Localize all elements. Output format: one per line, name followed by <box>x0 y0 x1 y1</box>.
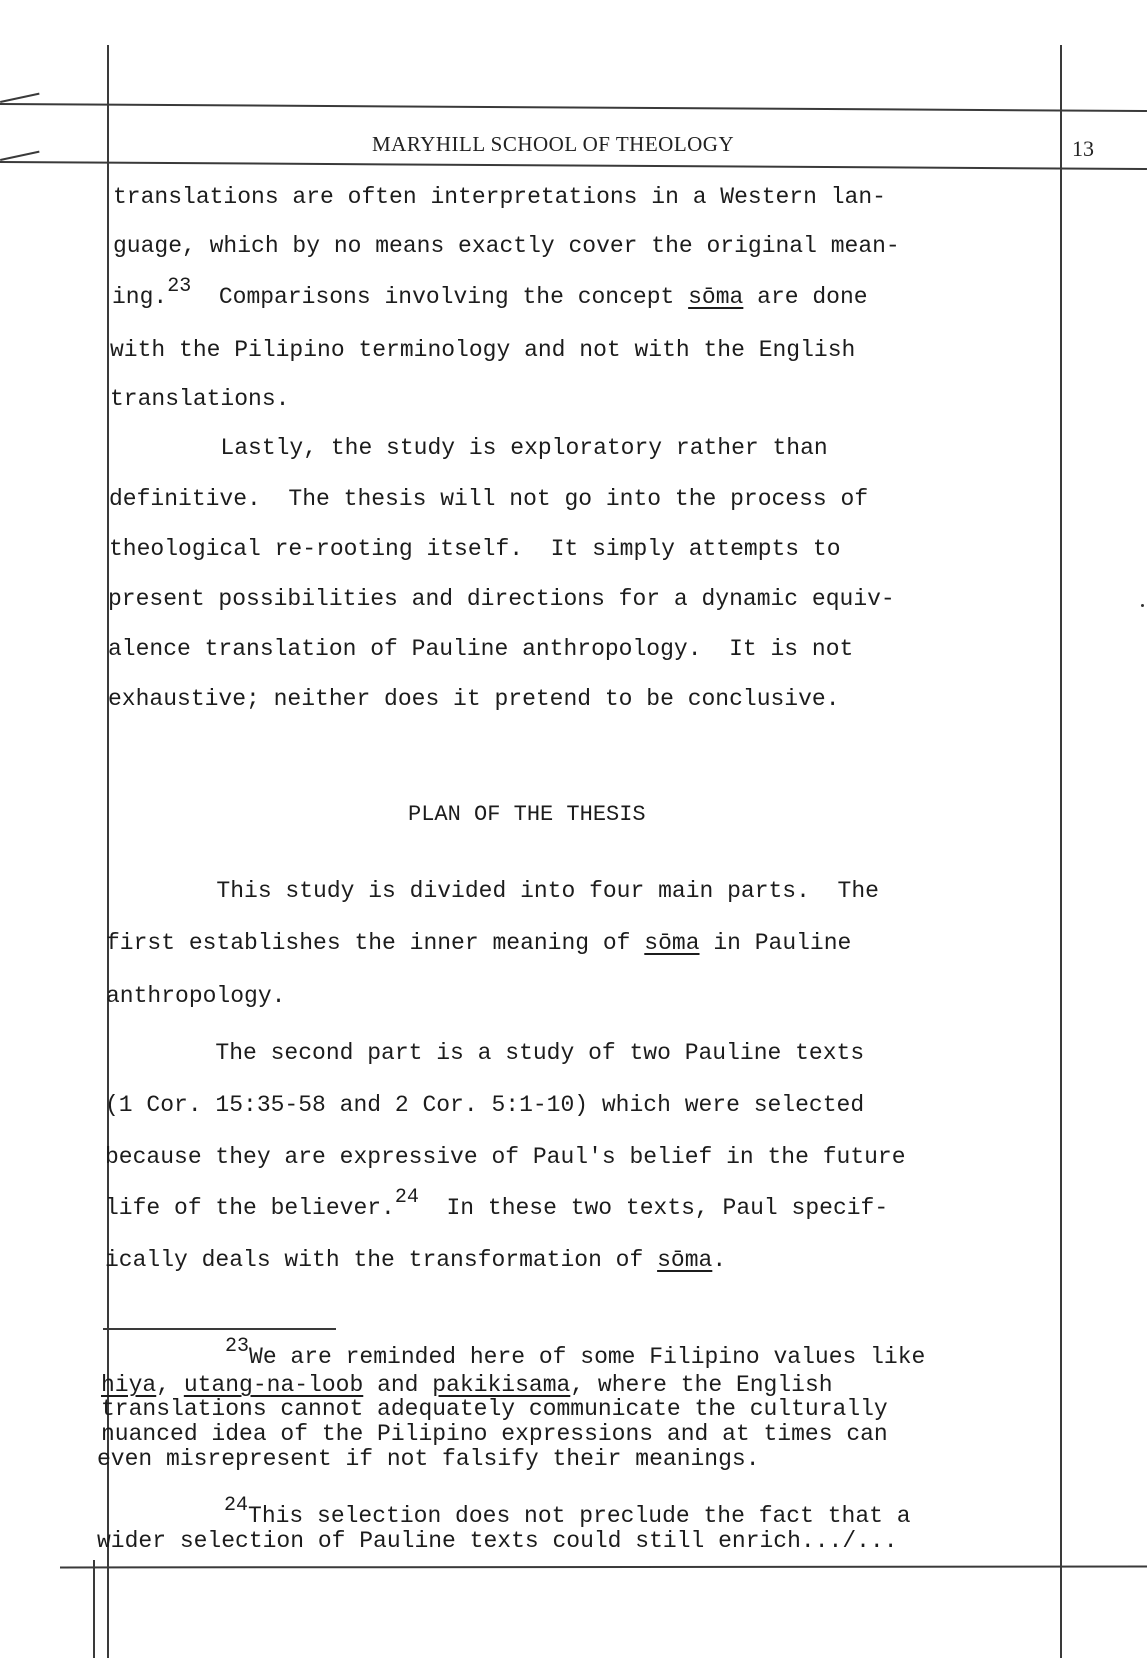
text-line: anthropology. <box>106 983 286 1009</box>
term-utang-na-loob: utang-na-loob <box>183 1372 364 1398</box>
page-header-title: MARYHILL SCHOOL OF THEOLOGY <box>372 132 735 156</box>
text-line: translations. <box>110 386 290 412</box>
term-pakikisama: pakikisama <box>432 1372 571 1398</box>
footnote-23-line: hiya, utang-na-loob and pakikisama, where the English <box>101 1372 833 1398</box>
soma-term: sōma <box>688 284 744 310</box>
footnote-23-line: even misrepresent if not falsify their meanings. <box>97 1446 760 1472</box>
text-line: theological re-rooting itself. It simply attempts to <box>109 536 841 562</box>
text-line: ing.23 Comparisons involving the concept sōma are done <box>112 275 868 310</box>
text-line: Lastly, the study is exploratory rather than <box>110 435 828 461</box>
text-line: definitive. The thesis will not go into the process of <box>109 486 869 512</box>
page-edge-mark <box>0 151 40 161</box>
scan-speck <box>1141 604 1144 607</box>
text-line: first establishes the inner meaning of sōma in Pauline <box>106 930 852 956</box>
soma-term: sōma <box>644 930 700 956</box>
page-edge-mark <box>0 93 40 103</box>
footnote-24-line: 24This selection does not preclude the fact that a <box>224 1494 911 1529</box>
section-heading: PLAN OF THE THESIS <box>408 802 646 827</box>
text-line: translations are often interpretations in a Western lan- <box>113 184 886 210</box>
footnote-24-line: wider selection of Pauline texts could still enrich.../... <box>97 1528 898 1554</box>
left-margin-line-lower <box>93 1560 95 1658</box>
page-number: 13 <box>1072 136 1094 161</box>
soma-term: sōma <box>657 1247 713 1273</box>
text-line: alence translation of Pauline anthropology. It is not <box>108 636 854 662</box>
footnote-23-line: 23We are reminded here of some Filipino values like <box>225 1335 926 1370</box>
text-line: present possibilities and directions for a dynamic equiv- <box>108 586 895 612</box>
footnote-24-number: 24 <box>224 1494 249 1517</box>
text-line: This study is divided into four main parts. The <box>106 878 879 904</box>
text-line: guage, which by no means exactly cover the original mean- <box>113 233 900 259</box>
term-hiya: hiya <box>101 1372 157 1398</box>
text-line: life of the believer.24 In these two texts, Paul specif- <box>105 1186 889 1221</box>
text-line: ically deals with the transformation of sōma. <box>105 1247 727 1273</box>
footnote-23-line: nuanced idea of the Pilipino expressions and at times can <box>101 1421 888 1447</box>
text-line: because they are expressive of Paul's belief in the future <box>105 1144 906 1170</box>
header-bottom-rule <box>0 161 1147 170</box>
bottom-rule <box>60 1566 1147 1569</box>
right-margin-line <box>1060 45 1062 1658</box>
footnote-23-number: 23 <box>225 1335 250 1358</box>
text-line: (1 Cor. 15:35-58 and 2 Cor. 5:1-10) which were selected <box>105 1092 865 1118</box>
text-line: The second part is a study of two Pauline texts <box>105 1040 865 1066</box>
footnote-separator <box>103 1328 336 1330</box>
footnote-ref: 24 <box>394 1186 419 1209</box>
text-line: with the Pilipino terminology and not with the English <box>110 337 856 363</box>
header-top-rule <box>0 103 1147 112</box>
footnote-23-line: translations cannot adequately communicate the culturally <box>101 1396 888 1422</box>
text-line: exhaustive; neither does it pretend to be conclusive. <box>108 686 840 712</box>
footnote-ref: 23 <box>167 275 192 298</box>
